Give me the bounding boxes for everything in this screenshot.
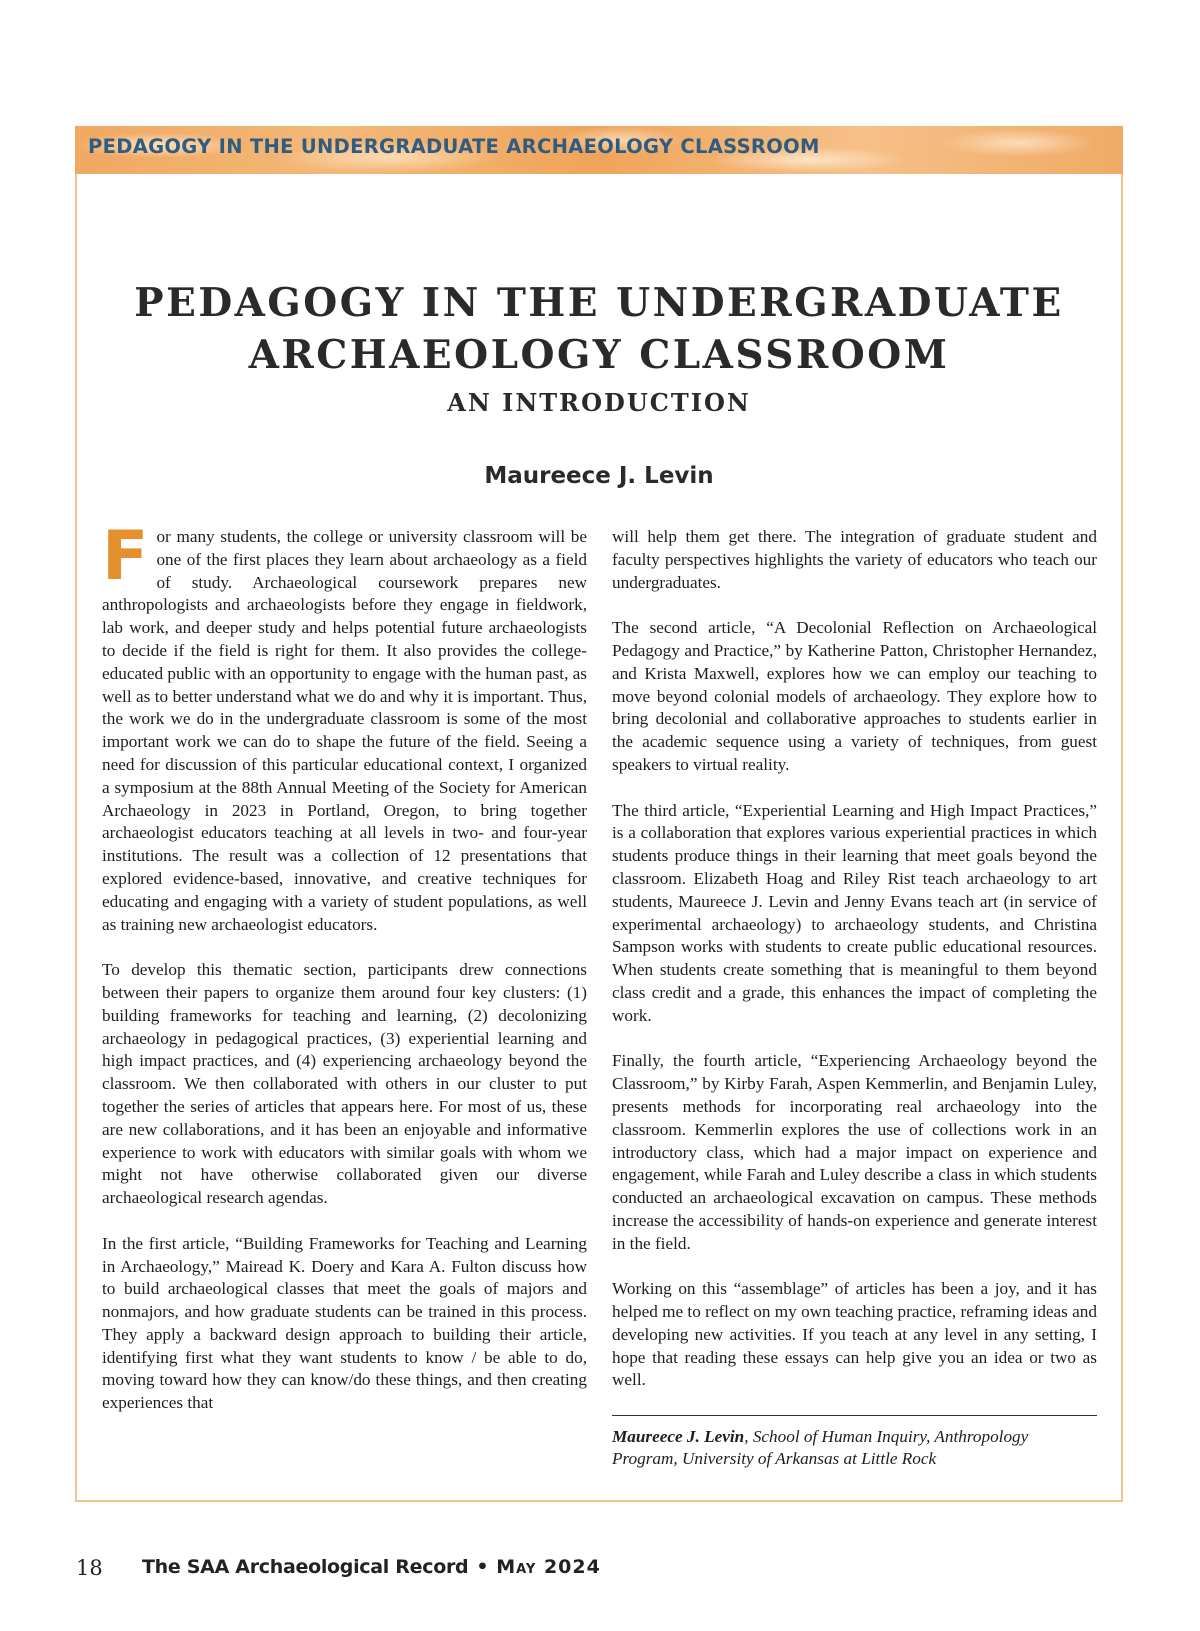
bio-divider <box>612 1415 1097 1416</box>
paragraph: The second article, “A Decolonial Reflection on Archaeological Pedagogy and Practice,” by Katherine Patton, Christopher Hernandez, and Krista Maxwell, explores how we can employ our teaching to move beyond colonial models of archaeology. They explore how to bring decolonial and collaborative approaches to students earlier in the academic sequence using a variety of techniques, from guest speakers to virtual reality. <box>612 618 1097 774</box>
footer-bullet: • <box>476 1556 489 1578</box>
article-title-line-2: ARCHAEOLOGY CLASSROOM <box>248 332 950 378</box>
left-column <box>102 517 587 1438</box>
paragraph <box>102 517 587 936</box>
journal-footer <box>142 1556 601 1578</box>
bio-author-name: Maureece J. Levin <box>612 1427 745 1447</box>
article-title-line-1: PEDAGOGY IN THE UNDERGRADUATE <box>134 280 1064 326</box>
paragraph: The third article, “Experiential Learning and High Impact Practices,” is a collaboration that explores various experiential practices in which students produce things in their learning that meet goals beyond the classroom. Elizabeth Hoag and Riley Rist teach archaeology to art students, Maureece J. Levin and Jenny Evans teach art (in service of experimental archaeology) to archaeology students, and Christina Sampson works with students to create public educational resources. When students create something that is meaningful to them beyond class credit and a grade, this enhances the impact of completing the work. <box>612 800 1097 1025</box>
author-bio <box>612 1426 1097 1469</box>
bio-affiliation: , School of Human Inquiry, Anthropology Program, University of Arkansas at Little Rock <box>612 1427 1029 1468</box>
drop-cap: F <box>102 517 149 596</box>
paragraph: To develop this thematic section, participants drew connections between their papers to organize them around four key clusters: (1) building frameworks for teaching and learning, (2) decolonizing archaeology in pedagogical practices, (3) experiential learning and high impact practices, and (4) experiencing archaeology beyond the classroom. We then collaborated with others in our cluster to put together the series of articles that appears here. For most of us, these are new collaborations, and it has been an enjoyable and informative experience to work with educators with similar goals with whom we might not have otherwise collaborated given our diverse archaeological research agendas. <box>102 960 587 1208</box>
article-subtitle: AN INTRODUCTION <box>447 388 751 417</box>
article-author: Maureece J. Levin <box>484 463 714 489</box>
paragraph: Finally, the fourth article, “Experiencing Archaeology beyond the Classroom,” by Kirby Farah, Aspen Kemmerlin, and Benjamin Luley, presents methods for incorporating real archaeology into the classroom. Kemmerlin explores the use of collections work in an introductory class, which had a major impact on experience and engagement, while Farah and Luley describe a class in which students conducted an archaeological excavation on campus. These methods increase the accessibility of hands-on experience and generate interest in the field. <box>612 1051 1097 1253</box>
paragraph-text: or many students, the college or university classroom will be one of the first places they learn about archaeology as a field of study. Archaeological coursework prepares new anthropologists and archaeologists before they engage in fieldwork, lab work, and deeper study and helps potential future archaeologists to decide if the field is right for them. It also provides the college-educated public with an opportunity to engage with the human past, as well as to better understand what we do and why it is important. Thus, the work we do in the undergraduate classroom is some of the most important work we can do to shape the future of the field. Seeing a need for discussion of this particular educational context, I organized a symposium at the 88th Annual Meeting of the Society for American Archaeology in 2023 in Portland, Oregon, to bring together archaeologist educators teaching at all levels in two- and four-year institutions. The result was a collection of 12 presentations that explored evidence-based, innovative, and creative techniques for educating and engaging with a variety of student populations, as well as training new archaeologist educators. <box>102 527 587 934</box>
paragraph: In the first article, “Building Frameworks for Teaching and Learning in Archaeology,” Mairead K. Doery and Kara A. Fulton discuss how to build archaeological classes that meet the goals of majors and nonmajors, and how graduate students can be trained in this process. They apply a backward design approach to building their article, identifying first what they want students to know / be able to do, moving toward how they can know/do these things, and then creating experiences that <box>102 1233 587 1413</box>
section-banner <box>75 126 1123 174</box>
right-column <box>612 526 1097 1469</box>
paragraph: Working on this “assemblage” of articles has been a joy, and it has helped me to reflect on my own teaching practice, reframing ideas and developing new activities. If you teach at any level in any setting, I hope that reading these essays can help give you an idea or two as well. <box>612 1279 1097 1390</box>
issue-date: May 2024 <box>496 1556 601 1578</box>
section-banner-label: PEDAGOGY IN THE UNDERGRADUATE ARCHAEOLOGY CLASSROOM <box>88 135 820 158</box>
journal-name: The SAA Archaeological Record <box>142 1556 469 1578</box>
page-number: 18 <box>76 1556 103 1580</box>
paragraph: will help them get there. The integration of graduate student and faculty perspectives highlights the variety of educators who teach our undergraduates. <box>612 527 1097 592</box>
